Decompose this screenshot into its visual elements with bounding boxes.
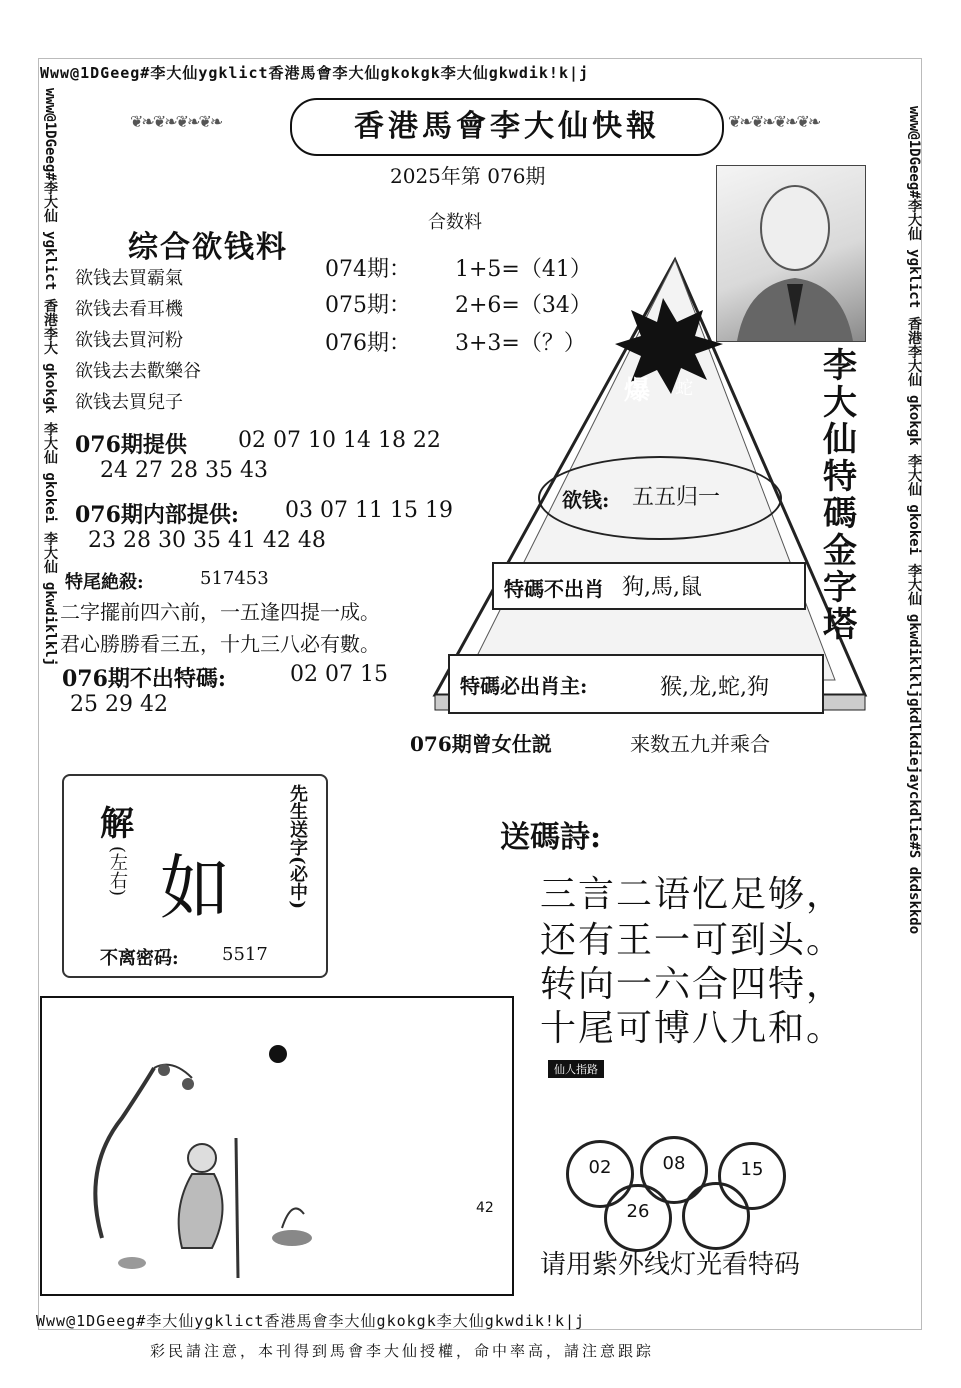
zeng-value: 来数五九并乘合 (630, 732, 770, 756)
hesu-period-3: 076期： (325, 331, 411, 356)
hesu-period-1: 074期： (325, 257, 411, 282)
page-title: 香港馬會李大仙快報 (290, 98, 724, 156)
not-out-line-1: 02 07 15 (290, 662, 388, 687)
provide-line-1: 02 07 10 14 18 22 (238, 428, 441, 453)
internal-line-2: 23 28 30 35 41 42 48 (88, 528, 326, 553)
jie-big-char: 如 (160, 847, 230, 929)
issue-number: 2025年第 076期 (390, 164, 546, 188)
circle-number-3: 15 (718, 1142, 786, 1210)
tail-kill-label: 特尾絶殺: (65, 572, 144, 593)
bottom-watermark: Www@1DGeeg#李大仙ygklict香港馬會李大仙gkokgk李大仙gkwdik!k|j (36, 1312, 586, 1330)
poem-line-2: 还有王一可到头。 (540, 920, 845, 961)
ornament-left: ❦❧❦❧❦❧❦❧ (130, 112, 222, 131)
zonghe-line-2: 欲钱去看耳機 (75, 299, 183, 320)
no-zodiac-value: 狗,馬,鼠 (622, 575, 702, 600)
left-watermark: www@1DGeeg#李大仙 ygklict 香港李大 gkokgk 李大仙 gkokei 李大仙 gkwdiklklj (42, 88, 58, 667)
circle-number-1: 02 (566, 1140, 634, 1208)
internal-line-1: 03 07 11 15 19 (285, 498, 453, 523)
internal-label: 076期内部提供: (75, 502, 240, 528)
circle-number-4: 26 (604, 1184, 672, 1252)
zeng-label: 076期曾女仕説 (410, 732, 552, 756)
pyramid-side-title: 李大仙特碼金字塔 (823, 346, 857, 645)
zonghe-line-3: 欲钱去買河粉 (75, 330, 183, 351)
must-zodiac-label: 特碼必出肖主: (460, 674, 588, 698)
verse-line-1: 二字擺前四六前，一五逢四提一成。 (60, 600, 380, 624)
burst-label: 蛇 (675, 378, 693, 399)
picture-number: 42 (476, 1200, 494, 1216)
ornament-right: ❦❧❦❧❦❧❦❧ (728, 112, 820, 131)
jie-code-value: 5517 (222, 944, 268, 965)
circle-number-5 (682, 1182, 750, 1250)
zonghe-line-5: 欲钱去買兒子 (75, 392, 183, 413)
jie-sub: (左右) (107, 846, 128, 897)
poem-line-3: 转向一六合四特， (540, 964, 845, 1005)
hesu-formula-3: 3+3=（？） (455, 331, 586, 356)
yuqian-value: 五五归一 (632, 485, 721, 510)
hesu-period-2: 075期： (325, 293, 411, 318)
notice-text: 彩民請注意，本刊得到馬會李大仙授權，命中率高，請注意跟踪 (150, 1342, 655, 1360)
poem-line-1: 三言二语忆足够， (540, 874, 845, 915)
tail-kill-value: 517453 (200, 568, 269, 589)
not-out-line-2: 25 29 42 (70, 692, 168, 717)
zonghe-line-4: 欲钱去去歡樂谷 (75, 361, 201, 382)
poem-line-4: 十尾可博八九和。 (540, 1008, 845, 1049)
provide-label: 076期提供 (75, 432, 187, 458)
right-watermark: www@1DGeeg#李大仙 ygklict 香港李大仙 gkokgk 李大仙 gkokei 李大仙 gkwdiklkljgkdlkdiejayckdlie#S dkdskkdo (906, 106, 922, 935)
illustration-box (40, 996, 514, 1296)
hesu-formula-2: 2+6=（34） (455, 293, 592, 318)
zonghe-title: 综合欲钱料 (128, 230, 288, 265)
not-out-label: 076期不出特碼: (62, 666, 227, 692)
uv-caption: 请用紫外线灯光看特码 (540, 1250, 801, 1280)
provide-line-2: 24 27 28 35 43 (100, 458, 268, 483)
poem-stamp: 仙人指路 (548, 1060, 604, 1078)
poem-title: 送碼詩: (500, 820, 602, 855)
jie-label: 解 (100, 804, 134, 844)
must-zodiac-value: 猴,龙,蛇,狗 (660, 675, 769, 700)
old-man-illustration-icon (42, 998, 508, 1290)
yuqian-label: 欲钱: (562, 488, 610, 512)
no-zodiac-label: 特碼不出肖 (504, 577, 604, 601)
burst-char: 爆 (624, 376, 651, 406)
jie-side: 先生送字(必中) (287, 784, 308, 910)
zonghe-line-1: 欲钱去買霸氣 (75, 268, 183, 289)
hesu-formula-1: 1+5=（41） (455, 257, 592, 282)
jie-code-label: 不离密码: (100, 948, 179, 969)
circle-number-2: 08 (640, 1136, 708, 1204)
hesu-label: 合数料 (428, 212, 482, 233)
top-watermark: Www@1DGeeg#李大仙ygklict香港馬會李大仙gkokgk李大仙gkwdik!k|j (40, 64, 590, 82)
verse-line-2: 君心勝勝看三五，十九三八必有數。 (60, 632, 380, 656)
